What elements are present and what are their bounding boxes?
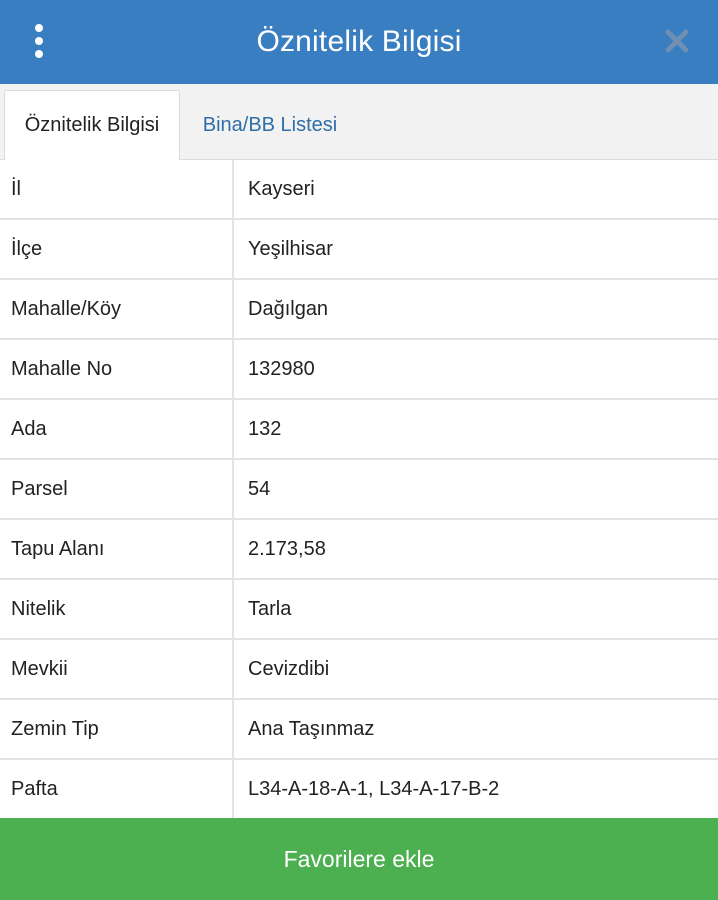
table-row — [0, 160, 718, 220]
table-row — [0, 340, 718, 400]
table-row — [0, 400, 718, 460]
dialog-header — [0, 0, 718, 84]
row-label: Mahalle No — [0, 340, 234, 398]
table-row — [0, 640, 718, 700]
add-to-favorites-button[interactable]: Favorilere ekle — [0, 818, 718, 900]
row-value: Yeşilhisar — [248, 237, 333, 260]
row-label: Nitelik — [0, 580, 234, 638]
table-row — [0, 520, 718, 580]
menu-dot — [35, 50, 43, 58]
row-label: İl — [0, 160, 234, 218]
menu-button[interactable] — [22, 22, 56, 60]
row-label: Mevkii — [0, 640, 234, 698]
attribute-table — [0, 160, 718, 820]
table-row — [0, 220, 718, 280]
dialog-title: Öznitelik Bilgisi — [256, 25, 462, 58]
row-label: İlçe — [0, 220, 234, 278]
table-row — [0, 460, 718, 520]
tab-bar — [0, 84, 718, 160]
table-row — [0, 760, 718, 820]
table-row — [0, 280, 718, 340]
close-icon[interactable] — [660, 24, 694, 58]
row-label: Tapu Alanı — [0, 520, 234, 578]
row-value: 132980 — [248, 357, 315, 380]
tab-building-list[interactable]: Bina/BB Listesi — [202, 113, 338, 136]
row-value: 132 — [248, 417, 282, 440]
row-value: Cevizdibi — [248, 657, 330, 680]
row-value: 54 — [248, 477, 271, 500]
row-value: L34-A-18-A-1, L34-A-17-B-2 — [248, 777, 500, 800]
tab-attribute-info[interactable]: Öznitelik Bilgisi — [4, 90, 180, 161]
row-label: Zemin Tip — [0, 700, 234, 758]
row-label: Parsel — [0, 460, 234, 518]
menu-dot — [35, 37, 43, 45]
row-value: Ana Taşınmaz — [248, 717, 375, 740]
table-row — [0, 580, 718, 640]
table-row — [0, 700, 718, 760]
row-value: Dağılgan — [248, 297, 329, 320]
row-value: 2.173,58 — [248, 537, 326, 560]
row-value: Kayseri — [248, 177, 315, 200]
row-value: Tarla — [248, 597, 292, 620]
row-label: Ada — [0, 400, 234, 458]
menu-dot — [35, 24, 43, 32]
row-label: Mahalle/Köy — [0, 280, 234, 338]
row-label: Pafta — [0, 760, 234, 818]
